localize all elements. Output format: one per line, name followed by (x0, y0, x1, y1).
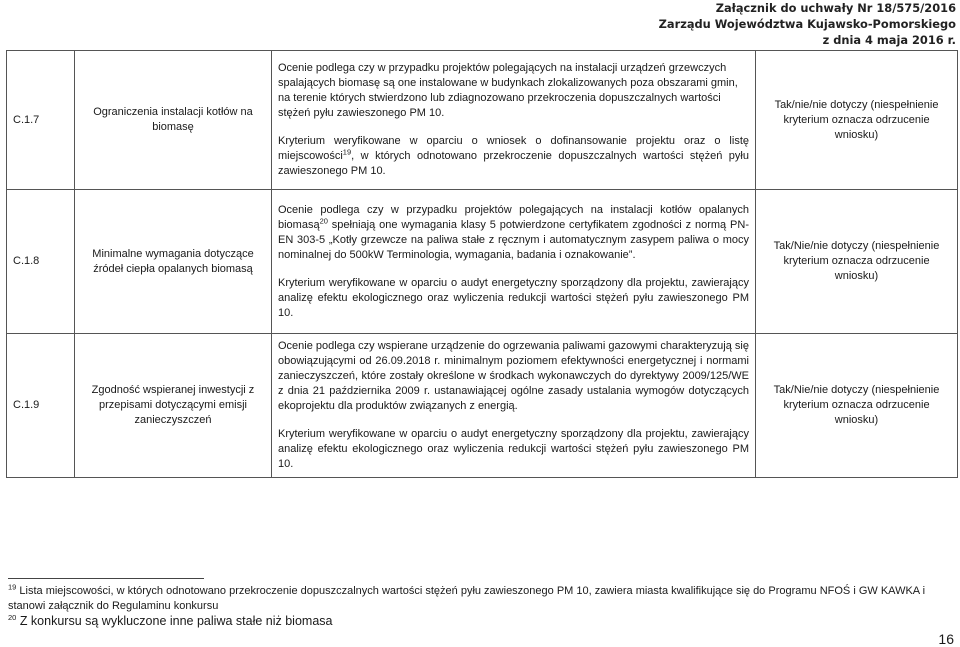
criterion-id: C.1.9 (7, 334, 75, 478)
criterion-name: Minimalne wymagania dotyczące źródeł ciepła opalanych biomasą (75, 190, 272, 334)
criterion-evaluation: Tak/nie/nie dotyczy (niespełnienie kryterium oznacza odrzucenie wniosku) (756, 51, 958, 190)
table-row (7, 190, 958, 334)
criterion-evaluation: Tak/Nie/nie dotyczy (niespełnienie kryterium oznacza odrzucenie wniosku) (756, 334, 958, 478)
criterion-description (272, 51, 756, 190)
document-header (659, 0, 956, 48)
description-paragraph: Ocenie podlega czy w przypadku projektów polegających na instalacji urządzeń grzewczych spalających biomasę są one instalowane w budynkach zlokalizowanych poza obszarami gmin, na terenie których stwierdzono lub zdiagnozowano przekroczenia dopuszczalnych wartości stężeń pyłu zawieszonego PM 10. (278, 62, 738, 119)
description-text: , w których odnotowano przekroczenie dopuszczalnych wartości stężeń pyłu zawieszonego PM 10. (278, 150, 749, 177)
footnote-ref: 19 (342, 147, 352, 157)
header-board-line: Zarządu Województwa Kujawsko-Pomorskiego (658, 17, 956, 31)
footnote-ref: 20 (319, 215, 328, 225)
footnote-number: 20 (8, 612, 17, 622)
description-paragraph: Kryterium weryfikowane w oparciu o audyt energetyczny sporządzony dla projektu, zawierający analizę efektu ekologicznego oraz wyliczenia redukcji wartości stężeń pyłu zawieszonego PM 10. (278, 276, 749, 319)
description-paragraph: Kryterium weryfikowane w oparciu o audyt energetyczny sporządzony dla projektu, zawierający analizę efektu ekologicznego oraz wyliczenia redukcji wartości stężeń pyłu zawieszonego PM 10. (278, 428, 749, 470)
description-text: Kryterium weryfikowane w oparciu o wniosek o dofinansowanie projektu oraz o listę miejscowości (278, 135, 749, 162)
criterion-id: C.1.7 (7, 51, 75, 190)
criteria-table (6, 50, 958, 478)
criterion-evaluation: Tak/Nie/nie dotyczy (niespełnienie kryterium oznacza odrzucenie wniosku) (756, 190, 958, 334)
header-attachment-line: Załącznik do uchwały Nr 18/575/2016 (715, 1, 956, 15)
footnote-text: Lista miejscowości, w których odnotowano przekroczenie dopuszczalnych wartości stężeń pyłu zawieszonego PM 10, zawiera miasta kwalifikujące się do Programu NFOŚ i GW KAWKA i stanowi załącznik do Regulaminu konkursu (8, 585, 926, 612)
table-row (7, 334, 958, 478)
page-number: 16 (938, 631, 954, 647)
description-paragraph (278, 134, 749, 179)
footnotes (8, 584, 958, 629)
footnote-number: 19 (8, 582, 17, 592)
description-paragraph (278, 203, 749, 263)
table-row (7, 51, 958, 190)
footnote-separator (8, 578, 204, 579)
description-text: Ocenie podlega czy w przypadku projektów polegających na instalacji kotłów opalanych biomasą (278, 203, 749, 231)
description-paragraph: Ocenie podlega czy wspierane urządzenie do ogrzewania paliwami gazowymi charakteryzują się obowiązującymi od 26.09.2018 r. minimalnym poziomem efektywności energetycznej i normami zanieczyszczeń, które zostały określone w środkach wykonawczych do dyrektywy 2009/125/WE z dnia 21 października 2009 r. ustanawiającej ogólne zasady ustalania wymogów dotyczących ekoprojektu dla produktów związanych z energią. (278, 340, 749, 412)
criterion-description (272, 334, 756, 478)
description-text: spełniają one wymagania klasy 5 potwierdzone certyfikatem zgodności z normą PN-EN 303-5 „Kotły grzewcze na paliwa stałe z ręcznym i automatycznym zasypem paliwa o mocy nominalnej do 500kW Terminologia, wymagania, badania i oznakowanie”. (278, 218, 749, 261)
criterion-name: Ograniczenia instalacji kotłów na biomasę (75, 51, 272, 190)
criterion-id: C.1.8 (7, 190, 75, 334)
footnote-text: Z konkursu są wykluczone inne paliwa stałe niż biomasa (16, 614, 333, 628)
footnote (8, 584, 958, 614)
header-date-line: z dnia 4 maja 2016 r. (822, 33, 956, 47)
criterion-description (272, 190, 756, 334)
footnote (8, 614, 958, 629)
criterion-name: Zgodność wspieranej inwestycji z przepisami dotyczącymi emisji zanieczyszczeń (75, 334, 272, 478)
